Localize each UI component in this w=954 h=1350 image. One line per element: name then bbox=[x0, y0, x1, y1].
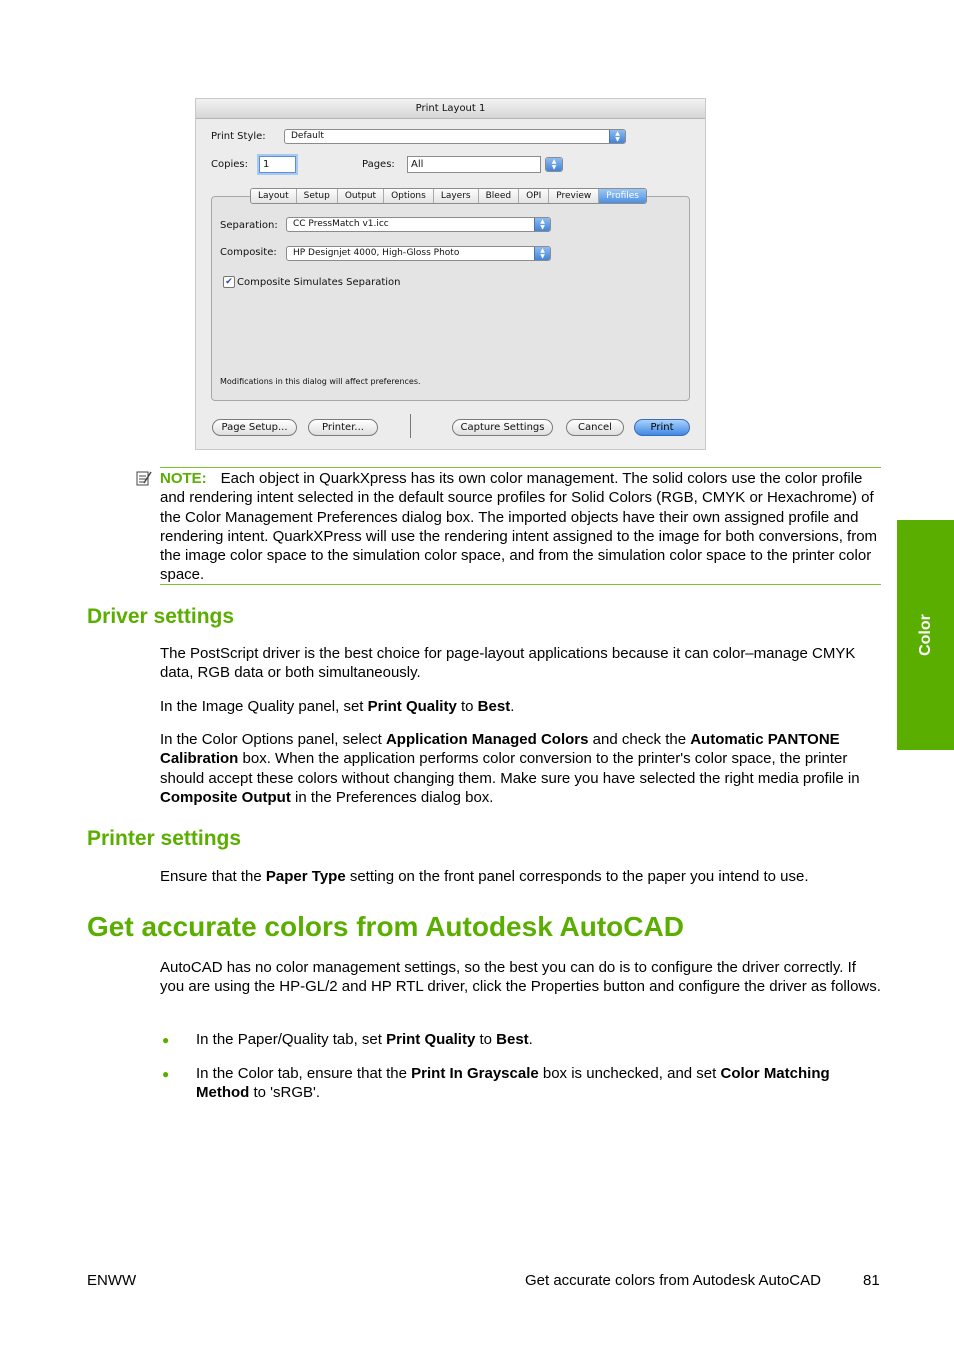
chapter-side-tab-label: Color bbox=[916, 614, 934, 656]
print-style-label: Print Style: bbox=[211, 131, 266, 142]
note-bottom-rule bbox=[160, 584, 881, 585]
tab-layout[interactable]: Layout bbox=[251, 189, 297, 203]
driver-settings-p2: In the Image Quality panel, set Print Quality to Best. bbox=[160, 698, 515, 715]
separation-select[interactable] bbox=[286, 217, 551, 232]
note-text: Each object in QuarkXpress has its own color management. The solid colors use the color profile and rendering intent selected in the default source profiles for Solid Colors (RGB, CMYK or Hexachrome) of the Color Management Preferences dialog box. The imported objects have their own assigned profile and rendering intent. QuarkXPress will use the rendering intent assigned to the image for both conversions, from the image color space to the simulation color space, and from the simulation color space to the printer color space. bbox=[160, 470, 878, 584]
tab-setup[interactable]: Setup bbox=[297, 189, 338, 203]
tab-opi[interactable]: OPI bbox=[519, 189, 549, 203]
dialog-tabs bbox=[250, 188, 647, 204]
tab-profiles[interactable]: Profiles bbox=[599, 189, 646, 203]
chapter-side-tab bbox=[897, 520, 954, 750]
print-style-value: Default bbox=[291, 131, 324, 141]
composite-simulates-label: Composite Simulates Separation bbox=[237, 277, 401, 288]
printer-settings-p1: Ensure that the Paper Type setting on the front panel corresponds to the paper you intend to use. bbox=[160, 868, 809, 885]
print-layout-dialog bbox=[195, 98, 706, 450]
pages-label: Pages: bbox=[362, 159, 395, 170]
composite-value: HP Designjet 4000, High-Gloss Photo bbox=[293, 248, 460, 258]
autocad-p1: AutoCAD has no color management settings, so the best you can do is to configure the driver correctly. If you are using the HP-GL/2 and HP RTL driver, click the Properties button and configure the driver as follows. bbox=[160, 959, 881, 996]
capture-settings-button[interactable]: Capture Settings bbox=[452, 419, 553, 436]
updown-arrows-icon: ▲ ▼ bbox=[609, 130, 625, 144]
pages-range-button[interactable] bbox=[545, 157, 563, 172]
tab-layers[interactable]: Layers bbox=[434, 189, 479, 203]
page-setup-button[interactable]: Page Setup... bbox=[212, 419, 297, 436]
updown-arrows-icon: ▲ ▼ bbox=[546, 158, 562, 172]
driver-settings-p3: In the Color Options panel, select Application Managed Colors and check the Automatic PANTONE Calibration box. When the application performs color conversion to the printer's color space, the printer should accept these colors without changing them. Make sure you have selected the right media profile in Composite Output in the Preferences dialog box. bbox=[160, 731, 860, 806]
footer-left: ENWW bbox=[87, 1272, 137, 1289]
button-separator bbox=[410, 414, 411, 438]
autocad-bullet-2: In the Color tab, ensure that the Print In Grayscale box is unchecked, and set Color Matching Method to 'sRGB'. bbox=[196, 1065, 830, 1102]
note-label: NOTE: bbox=[160, 470, 207, 487]
bullet-icon: ● bbox=[162, 1033, 170, 1047]
profiles-tab-panel bbox=[211, 196, 690, 401]
printer-settings-heading: Printer settings bbox=[87, 827, 242, 850]
updown-arrows-icon: ▲ ▼ bbox=[534, 218, 550, 232]
cancel-button[interactable]: Cancel bbox=[566, 419, 624, 436]
bullet-icon: ● bbox=[162, 1067, 170, 1081]
copies-input[interactable]: 1 bbox=[259, 156, 296, 173]
print-button[interactable]: Print bbox=[634, 419, 690, 436]
tab-preview[interactable]: Preview bbox=[549, 189, 599, 203]
updown-arrows-icon: ▲ ▼ bbox=[534, 247, 550, 261]
driver-settings-heading: Driver settings bbox=[87, 605, 235, 628]
separation-value: CC PressMatch v1.icc bbox=[293, 219, 389, 229]
composite-label: Composite: bbox=[220, 247, 277, 258]
dialog-title: Print Layout 1 bbox=[196, 99, 705, 119]
tab-options[interactable]: Options bbox=[384, 189, 434, 203]
composite-simulates-checkbox[interactable]: ✔ bbox=[223, 276, 235, 288]
print-style-select[interactable] bbox=[284, 129, 626, 144]
footer-page-number: 81 bbox=[863, 1272, 880, 1289]
autocad-heading: Get accurate colors from Autodesk AutoCAD bbox=[87, 911, 684, 942]
footer-title: Get accurate colors from Autodesk AutoCAD bbox=[525, 1272, 821, 1289]
autocad-bullet-1: In the Paper/Quality tab, set Print Quality to Best. bbox=[196, 1031, 533, 1048]
composite-select[interactable] bbox=[286, 246, 551, 261]
note-icon bbox=[136, 470, 152, 492]
driver-settings-p1: The PostScript driver is the best choice for page-layout applications because it can color–manage CMYK data, RGB data or both simultaneously. bbox=[160, 645, 856, 682]
printer-button[interactable]: Printer... bbox=[308, 419, 378, 436]
tab-bleed[interactable]: Bleed bbox=[479, 189, 519, 203]
note-top-rule bbox=[160, 467, 881, 468]
copies-label: Copies: bbox=[211, 159, 248, 170]
separation-label: Separation: bbox=[220, 220, 278, 231]
pages-input[interactable]: All bbox=[407, 156, 541, 173]
note-paragraph bbox=[160, 469, 881, 585]
modifications-note: Modifications in this dialog will affect preferences. bbox=[220, 377, 421, 386]
tab-output[interactable]: Output bbox=[338, 189, 384, 203]
